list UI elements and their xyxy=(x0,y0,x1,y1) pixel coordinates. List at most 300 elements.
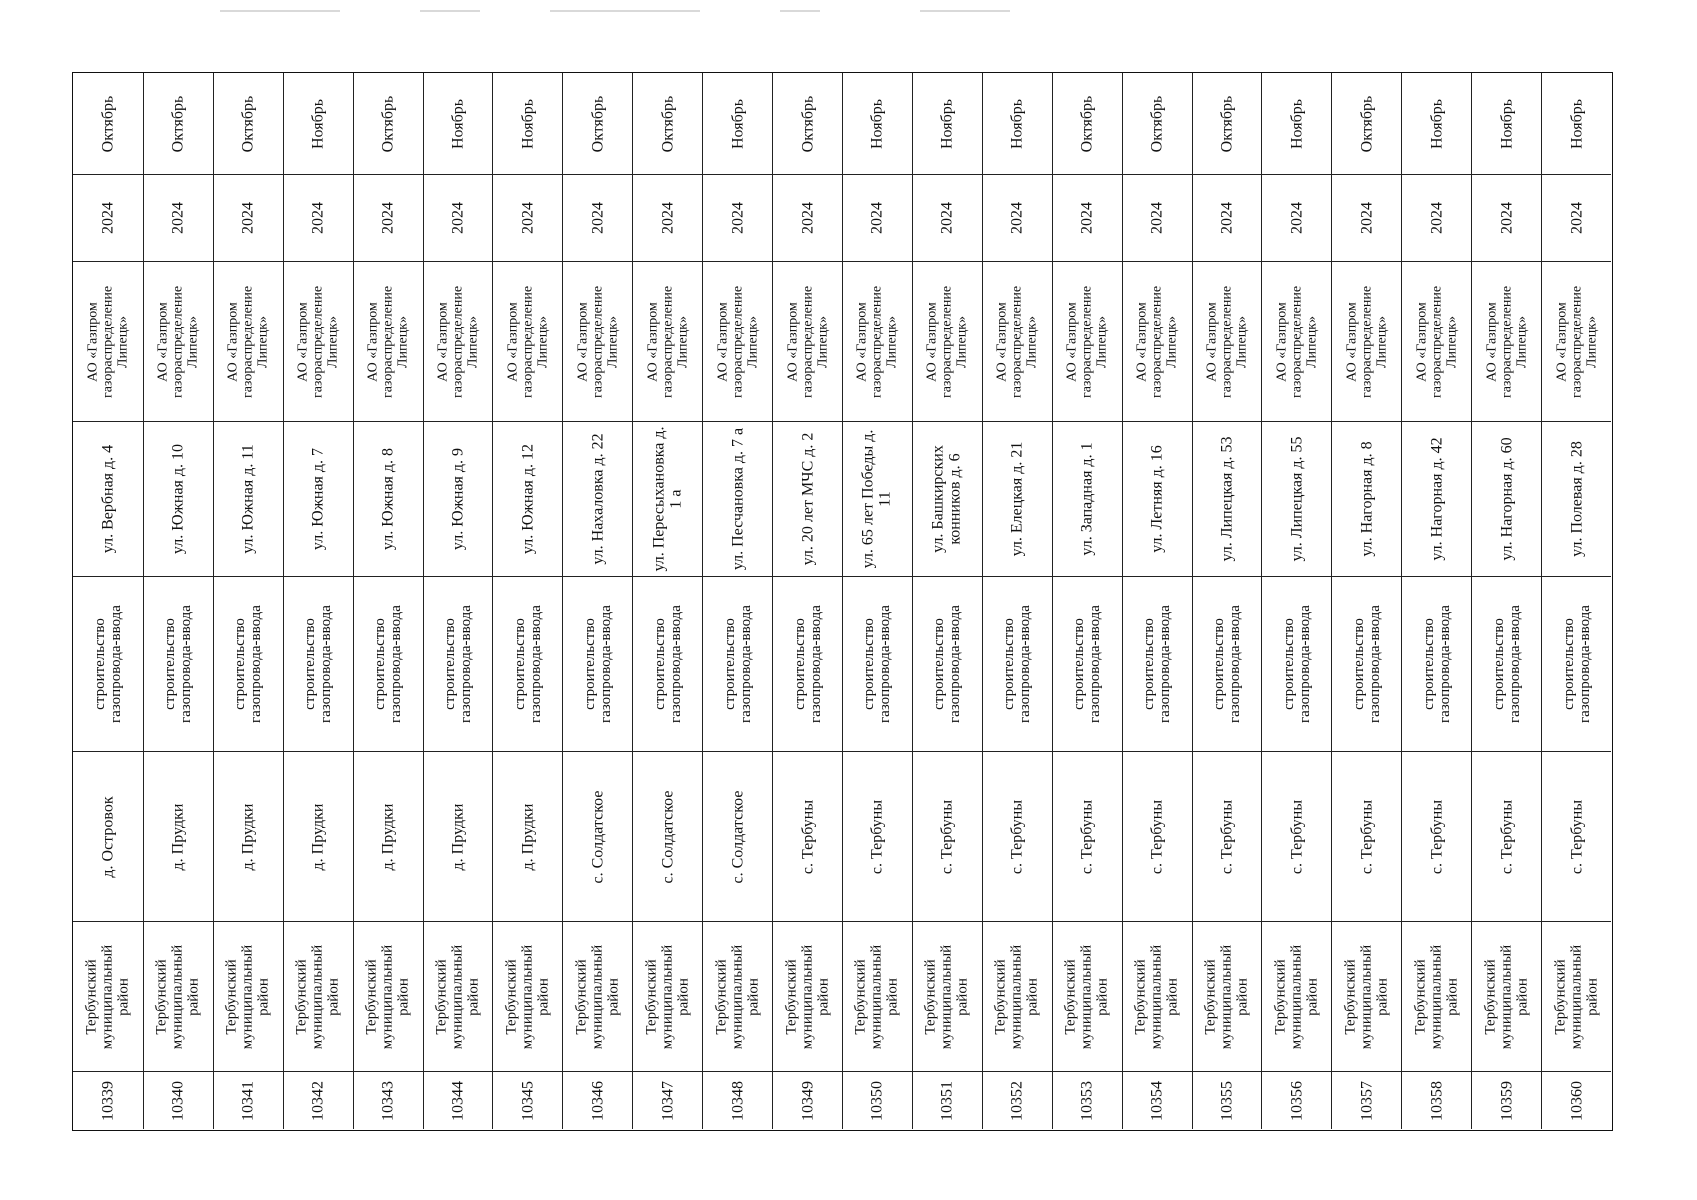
organization-cell xyxy=(493,261,562,421)
organization-cell xyxy=(913,261,982,421)
record-id-cell xyxy=(424,1071,493,1129)
table-record xyxy=(353,73,423,1129)
settlement-cell-text: с. Солдатское xyxy=(659,790,677,883)
year-cell-text: 2024 xyxy=(1358,202,1376,234)
organization-cell xyxy=(563,261,632,421)
district-cell-text: Тербунский муниципальный район xyxy=(433,944,483,1049)
month-cell xyxy=(633,73,702,174)
organization-cell-text: АО «Газпром газораспределение Липецк» xyxy=(784,285,831,398)
work-type-cell xyxy=(214,576,283,751)
address-cell-text: ул. Башкирских конников д. 6 xyxy=(930,445,965,553)
district-cell xyxy=(1402,921,1471,1071)
year-cell xyxy=(633,174,702,261)
district-cell-text: Тербунский муниципальный район xyxy=(992,944,1042,1049)
work-type-cell xyxy=(144,576,213,751)
work-type-cell-text: строительство газопровода-ввода xyxy=(91,605,124,723)
district-cell-text: Тербунский муниципальный район xyxy=(1272,944,1321,1049)
work-type-cell-text: строительство газопровода-ввода xyxy=(1490,605,1523,723)
year-cell xyxy=(843,174,912,261)
month-cell xyxy=(1332,73,1401,174)
settlement-cell xyxy=(913,751,982,921)
settlement-cell-text: д. Прудки xyxy=(379,803,397,870)
settlement-cell-text: с. Солдатское xyxy=(728,790,746,883)
district-cell xyxy=(73,921,143,1071)
record-id-cell xyxy=(1472,1071,1541,1129)
address-cell xyxy=(354,421,423,576)
settlement-cell xyxy=(424,751,493,921)
record-id-cell xyxy=(843,1071,912,1129)
work-type-cell xyxy=(843,576,912,751)
district-cell xyxy=(354,921,423,1071)
district-cell-text: Тербунский муниципальный район xyxy=(1342,944,1391,1049)
organization-cell-text: АО «Газпром газораспределение Липецк» xyxy=(155,285,201,398)
organization-cell-text: АО «Газпром газораспределение Липецк» xyxy=(295,285,341,398)
settlement-cell-text: с. Тербуны xyxy=(1497,799,1515,874)
address-cell xyxy=(983,421,1052,576)
record-id-cell-text: 10356 xyxy=(1288,1080,1306,1121)
work-type-cell-text: строительство газопровода-ввода xyxy=(301,605,335,723)
address-cell-text: ул. Южная д. 7 xyxy=(309,447,327,551)
address-cell-text: ул. Полевая д. 28 xyxy=(1567,441,1585,557)
record-id-cell xyxy=(1123,1071,1192,1129)
month-cell xyxy=(424,73,493,174)
address-cell-text: ул. Южная д. 12 xyxy=(519,443,537,555)
record-id-cell xyxy=(633,1071,702,1129)
address-cell-text: ул. Южная д. 10 xyxy=(169,443,187,555)
settlement-cell-text: д. Прудки xyxy=(239,803,257,870)
district-cell xyxy=(493,921,562,1071)
district-cell xyxy=(563,921,632,1071)
organization-cell xyxy=(703,261,772,421)
organization-cell xyxy=(1472,261,1541,421)
work-type-cell-text: строительство газопровода-ввода xyxy=(791,605,824,723)
work-type-cell-text: строительство газопровода-ввода xyxy=(1420,605,1453,723)
work-type-cell-text: строительство газопровода-ввода xyxy=(371,605,405,723)
address-cell xyxy=(633,421,702,576)
organization-cell-text: АО «Газпром газораспределение Липецк» xyxy=(714,285,761,398)
settlement-cell xyxy=(1472,751,1541,921)
table-record xyxy=(73,73,143,1129)
month-cell xyxy=(214,73,283,174)
year-cell-text: 2024 xyxy=(728,202,746,234)
month-cell xyxy=(1123,73,1192,174)
record-id-cell xyxy=(563,1071,632,1129)
year-cell xyxy=(493,174,562,261)
record-id-cell-text: 10352 xyxy=(1008,1080,1026,1121)
scan-artifacts xyxy=(220,10,1120,16)
year-cell xyxy=(1472,174,1541,261)
settlement-cell-text: д. Прудки xyxy=(519,803,537,870)
year-cell xyxy=(144,174,213,261)
record-id-cell xyxy=(144,1071,213,1129)
address-cell-text: ул. 65 лет Победы д. 11 xyxy=(860,429,895,569)
year-cell-text: 2024 xyxy=(1428,202,1446,234)
address-cell-text: ул. Нагорная д. 8 xyxy=(1358,441,1376,557)
month-cell xyxy=(284,73,353,174)
record-id-cell-text: 10358 xyxy=(1428,1080,1446,1121)
address-cell xyxy=(563,421,632,576)
record-id-cell-text: 10343 xyxy=(379,1080,397,1121)
work-type-cell xyxy=(1402,576,1471,751)
month-cell xyxy=(1053,73,1122,174)
settlement-cell xyxy=(1262,751,1331,921)
month-cell xyxy=(1262,73,1331,174)
work-type-cell xyxy=(563,576,632,751)
settlement-cell xyxy=(1542,751,1611,921)
month-cell-text: Ноябрь xyxy=(938,98,956,149)
record-id-cell xyxy=(703,1071,772,1129)
district-cell-text: Тербунский муниципальный район xyxy=(223,944,273,1049)
organization-cell xyxy=(214,261,283,421)
table-record xyxy=(213,73,283,1129)
organization-cell xyxy=(424,261,493,421)
address-cell-text: ул. Вербная д. 4 xyxy=(99,444,117,554)
work-type-cell-text: строительство газопровода-ввода xyxy=(931,605,964,723)
address-cell xyxy=(773,421,842,576)
year-cell-text: 2024 xyxy=(1218,202,1236,234)
settlement-cell-text: с. Тербуны xyxy=(1148,799,1166,874)
year-cell xyxy=(1053,174,1122,261)
work-type-cell xyxy=(424,576,493,751)
settlement-cell xyxy=(773,751,842,921)
year-cell-text: 2024 xyxy=(589,202,607,234)
work-type-cell-text: строительство газопровода-ввода xyxy=(1350,605,1383,723)
month-cell xyxy=(843,73,912,174)
settlement-cell-text: с. Тербуны xyxy=(1567,799,1585,874)
settlement-cell-text: д. Островок xyxy=(99,795,117,878)
table-record xyxy=(1541,73,1611,1129)
settlement-cell xyxy=(284,751,353,921)
organization-cell-text: АО «Газпром газораспределение Липецк» xyxy=(1553,285,1600,398)
work-type-cell xyxy=(284,576,353,751)
work-type-cell xyxy=(73,576,143,751)
record-id-cell-text: 10350 xyxy=(868,1080,886,1121)
month-cell-text: Октябрь xyxy=(379,95,397,152)
address-cell xyxy=(424,421,493,576)
month-cell xyxy=(493,73,562,174)
year-cell-text: 2024 xyxy=(169,202,187,234)
work-type-cell-text: строительство газопровода-ввода xyxy=(1001,605,1034,723)
district-cell xyxy=(703,921,772,1071)
address-cell-text: ул. Липецкая д. 55 xyxy=(1288,436,1306,562)
table-record xyxy=(842,73,912,1129)
month-cell-text: Октябрь xyxy=(798,95,816,152)
district-cell-text: Тербунский муниципальный район xyxy=(1412,944,1461,1049)
record-id-cell xyxy=(1402,1071,1471,1129)
address-cell xyxy=(214,421,283,576)
work-type-cell-text: строительство газопровода-ввода xyxy=(861,605,894,723)
work-type-cell xyxy=(354,576,423,751)
month-cell-text: Октябрь xyxy=(99,95,117,152)
year-cell xyxy=(703,174,772,261)
district-cell xyxy=(1193,921,1262,1071)
year-cell xyxy=(773,174,842,261)
district-cell-text: Тербунский муниципальный район xyxy=(1552,944,1601,1049)
year-cell-text: 2024 xyxy=(938,202,956,234)
year-cell-text: 2024 xyxy=(449,202,467,234)
settlement-cell-text: с. Тербуны xyxy=(868,799,886,874)
month-cell-text: Октябрь xyxy=(1358,95,1376,152)
settlement-cell xyxy=(983,751,1052,921)
work-type-cell-text: строительство газопровода-ввода xyxy=(1140,605,1174,723)
year-cell xyxy=(913,174,982,261)
work-type-cell-text: строительство газопровода-ввода xyxy=(651,605,684,723)
organization-cell xyxy=(354,261,423,421)
district-cell-text: Тербунский муниципальный район xyxy=(713,944,762,1049)
year-cell xyxy=(983,174,1052,261)
organization-cell-text: АО «Газпром газораспределение Липецк» xyxy=(1483,285,1530,398)
work-type-cell xyxy=(1123,576,1192,751)
month-cell-text: Октябрь xyxy=(1148,95,1166,152)
address-cell xyxy=(913,421,982,576)
organization-cell-text: АО «Газпром газораспределение Липецк» xyxy=(1134,285,1180,398)
district-cell-text: Тербунский муниципальный район xyxy=(154,944,203,1049)
address-cell xyxy=(1402,421,1471,576)
district-cell xyxy=(144,921,213,1071)
district-cell xyxy=(1332,921,1401,1071)
table-record xyxy=(1261,73,1331,1129)
record-id-cell xyxy=(354,1071,423,1129)
settlement-cell-text: с. Тербуны xyxy=(1218,799,1236,874)
month-cell xyxy=(563,73,632,174)
address-cell xyxy=(1262,421,1331,576)
organization-cell-text: АО «Газпром газораспределение Липецк» xyxy=(225,285,271,398)
work-type-cell xyxy=(493,576,562,751)
schedule-table xyxy=(72,72,1613,1131)
year-cell xyxy=(1123,174,1192,261)
work-type-cell xyxy=(913,576,982,751)
settlement-cell xyxy=(1053,751,1122,921)
work-type-cell-text: строительство газопровода-ввода xyxy=(511,605,544,723)
address-cell-text: ул. Западная д. 1 xyxy=(1078,442,1096,556)
year-cell-text: 2024 xyxy=(659,202,677,234)
address-cell xyxy=(1053,421,1122,576)
address-cell xyxy=(1332,421,1401,576)
year-cell-text: 2024 xyxy=(309,202,327,234)
table-record xyxy=(423,73,493,1129)
table-record xyxy=(562,73,632,1129)
settlement-cell-text: с. Тербуны xyxy=(1288,799,1306,874)
address-cell-text: ул. Песчановка д. 7 а xyxy=(728,427,746,571)
record-id-cell-text: 10348 xyxy=(728,1080,746,1121)
settlement-cell xyxy=(1193,751,1262,921)
table-record xyxy=(492,73,562,1129)
organization-cell xyxy=(1542,261,1611,421)
month-cell xyxy=(354,73,423,174)
address-cell-text: ул. Южная д. 9 xyxy=(449,447,467,551)
record-id-cell xyxy=(284,1071,353,1129)
year-cell xyxy=(214,174,283,261)
year-cell-text: 2024 xyxy=(1497,202,1515,234)
record-id-cell xyxy=(73,1071,143,1129)
record-id-cell-text: 10341 xyxy=(239,1080,257,1121)
organization-cell xyxy=(1123,261,1192,421)
month-cell-text: Октябрь xyxy=(239,95,257,152)
settlement-cell xyxy=(633,751,702,921)
district-cell-text: Тербунский муниципальный район xyxy=(923,944,972,1049)
month-cell-text: Ноябрь xyxy=(449,98,467,149)
address-cell-text: ул. Нагорная д. 42 xyxy=(1428,437,1446,561)
address-cell xyxy=(1193,421,1262,576)
address-cell-text: ул. 20 лет МЧС д. 2 xyxy=(798,432,816,566)
year-cell xyxy=(563,174,632,261)
record-id-cell xyxy=(1542,1071,1611,1129)
record-id-cell xyxy=(1332,1071,1401,1129)
record-id-cell-text: 10347 xyxy=(659,1080,677,1121)
year-cell-text: 2024 xyxy=(239,202,257,234)
district-cell-text: Тербунский муниципальный район xyxy=(293,944,343,1049)
month-cell-text: Октябрь xyxy=(589,95,607,152)
district-cell-text: Тербунский муниципальный район xyxy=(363,944,413,1049)
month-cell-text: Ноябрь xyxy=(1288,98,1306,149)
settlement-cell xyxy=(354,751,423,921)
district-cell-text: Тербунский муниципальный район xyxy=(83,944,133,1049)
district-cell xyxy=(843,921,912,1071)
organization-cell xyxy=(983,261,1052,421)
organization-cell-text: АО «Газпром газораспределение Липецк» xyxy=(365,285,411,398)
year-cell-text: 2024 xyxy=(519,202,537,234)
organization-cell-text: АО «Газпром газораспределение Липецк» xyxy=(505,285,551,398)
month-cell-text: Ноябрь xyxy=(1497,98,1515,149)
district-cell xyxy=(1542,921,1611,1071)
table-record xyxy=(1471,73,1541,1129)
work-type-cell-text: строительство газопровода-ввода xyxy=(721,605,754,723)
work-type-cell-text: строительство газопровода-ввода xyxy=(441,605,474,723)
table-record xyxy=(1052,73,1122,1129)
organization-cell-text: АО «Газпром газораспределение Липецк» xyxy=(1414,285,1460,398)
year-cell xyxy=(1402,174,1471,261)
table-record xyxy=(1122,73,1192,1129)
work-type-cell-text: строительство газопровода-ввода xyxy=(1280,605,1313,723)
settlement-cell-text: с. Тербуны xyxy=(1358,799,1376,874)
record-id-cell xyxy=(214,1071,283,1129)
work-type-cell xyxy=(1262,576,1331,751)
organization-cell-text: АО «Газпром газораспределение Липецк» xyxy=(1204,285,1250,398)
month-cell xyxy=(1193,73,1262,174)
district-cell xyxy=(1053,921,1122,1071)
district-cell-text: Тербунский муниципальный район xyxy=(573,944,622,1049)
address-cell-text: ул. Нахаловка д. 22 xyxy=(589,433,607,565)
settlement-cell-text: с. Тербуны xyxy=(798,799,816,874)
organization-cell xyxy=(633,261,702,421)
record-id-cell xyxy=(983,1071,1052,1129)
year-cell xyxy=(354,174,423,261)
year-cell-text: 2024 xyxy=(1567,202,1585,234)
work-type-cell-text: строительство газопровода-ввода xyxy=(1070,605,1104,723)
settlement-cell-text: с. Тербуны xyxy=(1008,799,1026,874)
organization-cell-text: АО «Газпром газораспределение Липецк» xyxy=(1274,285,1320,398)
settlement-cell xyxy=(1402,751,1471,921)
work-type-cell-text: строительство газопровода-ввода xyxy=(581,605,614,723)
settlement-cell-text: с. Тербуны xyxy=(1078,799,1096,874)
settlement-cell-text: д. Прудки xyxy=(169,803,187,870)
month-cell-text: Ноябрь xyxy=(309,98,327,149)
record-id-cell xyxy=(913,1071,982,1129)
table-record xyxy=(632,73,702,1129)
district-cell-text: Тербунский муниципальный район xyxy=(783,944,832,1049)
month-cell-text: Октябрь xyxy=(1218,95,1236,152)
organization-cell-text: АО «Газпром газораспределение Липецк» xyxy=(924,285,970,398)
month-cell-text: Ноябрь xyxy=(1428,98,1446,149)
settlement-cell xyxy=(493,751,562,921)
month-cell-text: Ноябрь xyxy=(1567,98,1585,149)
record-id-cell-text: 10360 xyxy=(1567,1080,1585,1121)
organization-cell xyxy=(73,261,143,421)
district-cell xyxy=(284,921,353,1071)
month-cell xyxy=(703,73,772,174)
month-cell xyxy=(1542,73,1611,174)
work-type-cell-text: строительство газопровода-ввода xyxy=(232,605,265,723)
table-record xyxy=(283,73,353,1129)
organization-cell xyxy=(1262,261,1331,421)
work-type-cell xyxy=(1332,576,1401,751)
district-cell-text: Тербунский муниципальный район xyxy=(1062,944,1112,1049)
settlement-cell xyxy=(214,751,283,921)
address-cell xyxy=(703,421,772,576)
district-cell xyxy=(1472,921,1541,1071)
organization-cell xyxy=(144,261,213,421)
work-type-cell xyxy=(1542,576,1611,751)
work-type-cell-text: строительство газопровода-ввода xyxy=(162,605,195,723)
month-cell xyxy=(913,73,982,174)
organization-cell xyxy=(843,261,912,421)
district-cell-text: Тербунский муниципальный район xyxy=(853,944,902,1049)
record-id-cell-text: 10357 xyxy=(1358,1080,1376,1121)
address-cell xyxy=(1123,421,1192,576)
month-cell xyxy=(73,73,143,174)
year-cell-text: 2024 xyxy=(1008,202,1026,234)
month-cell xyxy=(1472,73,1541,174)
settlement-cell xyxy=(1123,751,1192,921)
work-type-cell xyxy=(703,576,772,751)
district-cell xyxy=(1262,921,1331,1071)
organization-cell-text: АО «Газпром газораспределение Липецк» xyxy=(854,285,901,398)
record-id-cell-text: 10349 xyxy=(798,1080,816,1121)
work-type-cell xyxy=(1193,576,1262,751)
district-cell xyxy=(773,921,842,1071)
year-cell-text: 2024 xyxy=(1148,202,1166,234)
month-cell xyxy=(1402,73,1471,174)
organization-cell-text: АО «Газпром газораспределение Липецк» xyxy=(435,285,481,398)
organization-cell xyxy=(773,261,842,421)
month-cell-text: Октябрь xyxy=(169,95,187,152)
address-cell-text: ул. Пересыхановка д. 1 а xyxy=(650,426,685,572)
month-cell-text: Ноябрь xyxy=(519,98,537,149)
record-id-cell xyxy=(1262,1071,1331,1129)
organization-cell xyxy=(284,261,353,421)
settlement-cell xyxy=(843,751,912,921)
organization-cell-text: АО «Газпром газораспределение Липецк» xyxy=(994,285,1040,398)
work-type-cell xyxy=(633,576,702,751)
year-cell xyxy=(1542,174,1611,261)
month-cell xyxy=(144,73,213,174)
year-cell-text: 2024 xyxy=(1078,202,1096,234)
record-id-cell-text: 10359 xyxy=(1497,1080,1515,1121)
record-id-cell-text: 10346 xyxy=(589,1080,607,1121)
record-id-cell-text: 10344 xyxy=(449,1080,467,1121)
district-cell-text: Тербунский муниципальный район xyxy=(643,944,692,1049)
address-cell xyxy=(493,421,562,576)
month-cell xyxy=(983,73,1052,174)
work-type-cell-text: строительство газопровода-ввода xyxy=(1560,605,1593,723)
settlement-cell-text: с. Тербуны xyxy=(1428,799,1446,874)
organization-cell-text: АО «Газпром газораспределение Липецк» xyxy=(645,285,691,398)
address-cell xyxy=(284,421,353,576)
year-cell xyxy=(1262,174,1331,261)
year-cell-text: 2024 xyxy=(99,202,117,234)
year-cell xyxy=(1193,174,1262,261)
year-cell xyxy=(284,174,353,261)
